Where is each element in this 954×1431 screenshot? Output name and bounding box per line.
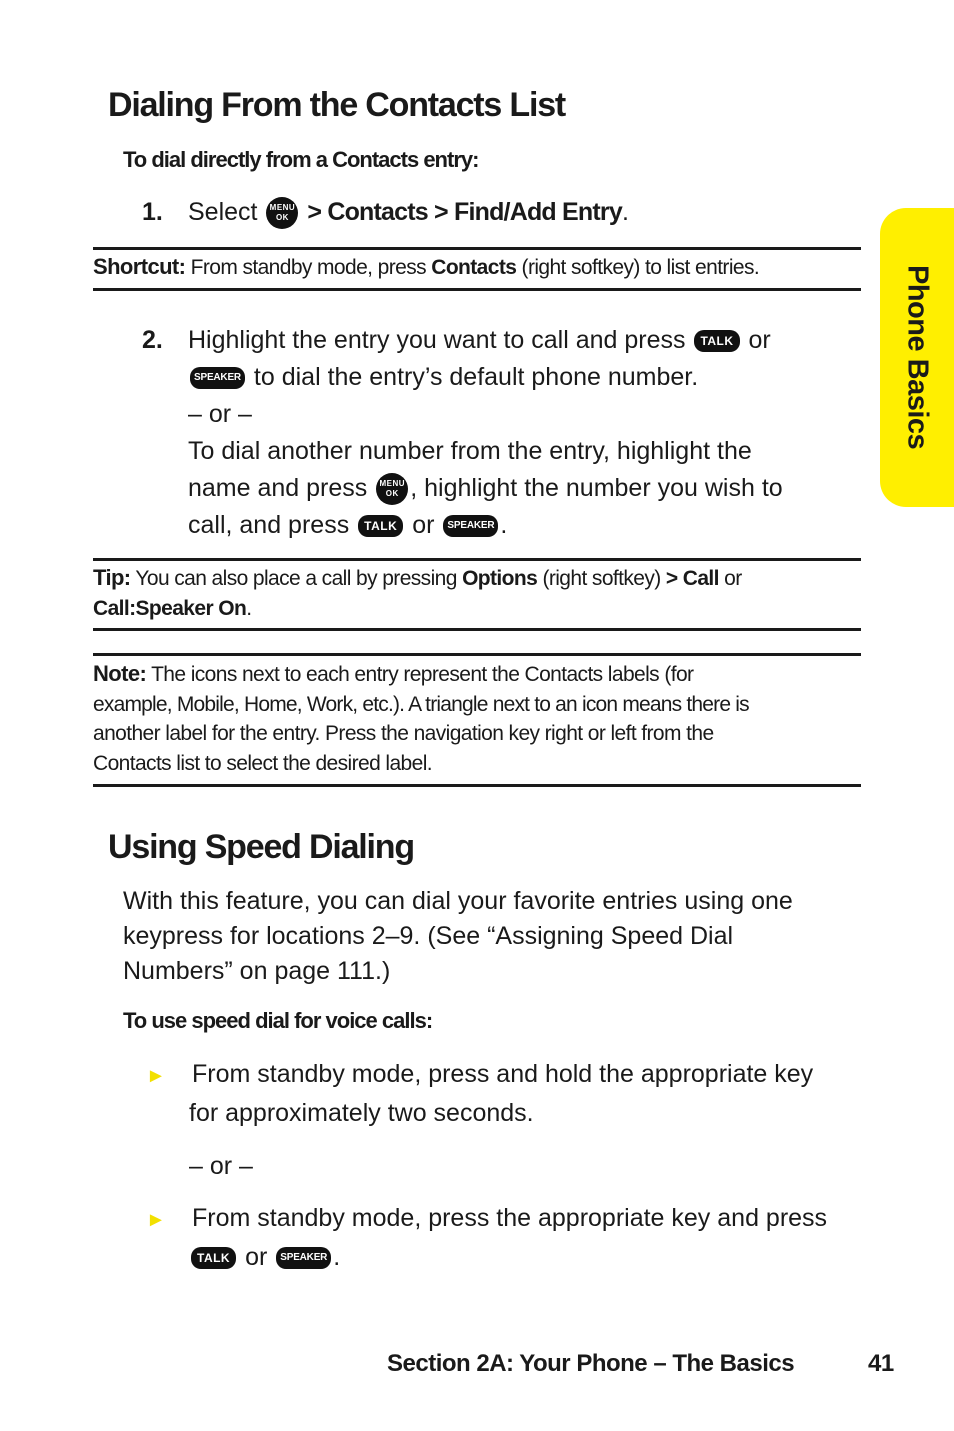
section-title-contacts: Dialing From the Contacts List — [108, 86, 566, 124]
speaker-key-icon: SPEAKER — [190, 367, 245, 389]
step-1: 1. Select MENU OK > Contacts > Find/Add Entry. — [142, 194, 629, 231]
talk-key-icon: TALK — [191, 1247, 236, 1269]
rule — [93, 784, 861, 787]
talk-key-icon: TALK — [358, 515, 403, 537]
step-number: 1. — [142, 198, 163, 226]
subhead-speed-dial: To use speed dial for voice calls: — [123, 1008, 433, 1033]
menu-ok-key-icon: MENU OK — [376, 473, 408, 505]
right-triangle-icon: ► — [146, 1209, 166, 1231]
talk-key-icon: TALK — [694, 330, 739, 352]
alt-or: – or – — [189, 1152, 253, 1180]
rule — [93, 653, 861, 656]
subhead-dial-direct: To dial directly from a Contacts entry: — [123, 147, 479, 172]
menu-ok-key-icon: MENU OK — [266, 197, 298, 229]
speed-dial-intro: With this feature, you can dial your favorite entries using one keypress for locations 2–9. (See “Assigning Speed Dial Numbers” on page 111.) — [123, 887, 793, 985]
bullet-1: ► From standby mode, press and hold the appropriate key for approximately two seconds. — [146, 1060, 814, 1127]
section-title-speed-dialing: Using Speed Dialing — [108, 828, 414, 866]
speaker-key-icon: SPEAKER — [443, 515, 498, 537]
tip-box: Tip: You can also place a call by pressing Options (right softkey) > Call or Call:Speaker On. — [93, 565, 742, 620]
shortcut-box: Shortcut: From standby mode, press Contacts (right softkey) to list entries. — [93, 254, 760, 279]
rule — [93, 247, 861, 250]
rule — [93, 288, 861, 291]
note-box: Note: The icons next to each entry represent the Contacts labels (for example, Mobile, Home, Work, etc.). A triangle next to an icon means there is another label for the entry. Press the navigation key right or left from the Contacts list to select the desired label. — [93, 661, 749, 775]
footer-section: Section 2A: Your Phone – The Basics — [387, 1350, 795, 1377]
step-2: 2. Highlight the entry you want to call and press TALK or SPEAKER to dial the entry’s default phone number. – or – To dial another number from the entry, highlight the name and press MENU OK , highlight the number you wish to call, and press TALK or SPEAKER . — [142, 326, 783, 539]
speaker-key-icon: SPEAKER — [276, 1247, 331, 1269]
bullet-2: ► From standby mode, press the appropriate key and press TALK or SPEAKER . — [146, 1204, 828, 1271]
right-triangle-icon: ► — [146, 1065, 166, 1087]
menu-path: > Contacts > Find/Add Entry — [307, 198, 622, 226]
side-tab-label: Phone Basics — [901, 265, 934, 450]
rule — [93, 628, 861, 631]
page-number: 41 — [868, 1350, 894, 1377]
rule — [93, 558, 861, 561]
